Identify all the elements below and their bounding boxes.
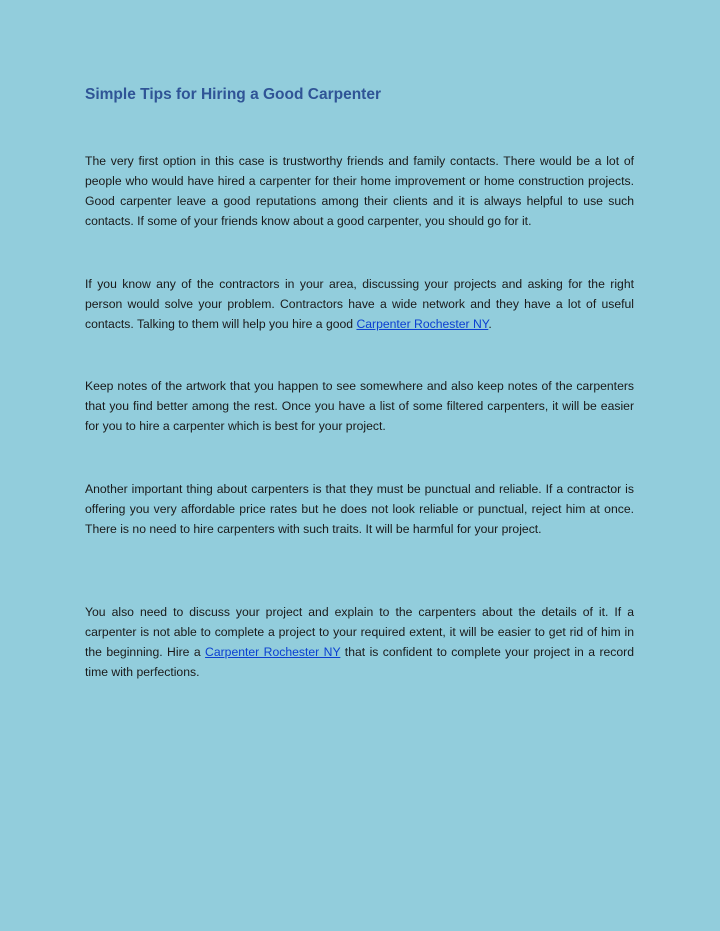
paragraph-text: You also need to discuss your project and explain to the carpenters about the details of it. If a carpenter is not able to complete a project to your required extent, it will be easier to get rid of him in the beginning. Hire a xyxy=(85,605,634,659)
paragraph-text: . xyxy=(488,317,492,331)
paragraph-artwork-notes: Keep notes of the artwork that you happen to see somewhere and also keep notes of the carpenters that you find better among the rest. Once you have a list of some filtered carpenters, it will be easier for you to hire a carpenter which is best for your project. xyxy=(85,379,634,433)
carpenter-rochester-link[interactable]: Carpenter Rochester NY xyxy=(356,317,489,331)
paragraph-punctual-reliable: Another important thing about carpenters is that they must be punctual and reliable. If a contractor is offering you very affordable price rates but he does not look reliable or punctual, reject him at once. There is no need to hire carpenters with such traits. It will be harmful for your project. xyxy=(85,482,634,536)
paragraph-friends-family: The very first option in this case is trustworthy friends and family contacts. There would be a lot of people who would have hired a carpenter for their home improvement or home construction projects. Good carpenter leave a good reputations among their clients and it is always helpful to use such contacts. If some of your friends know about a good carpenter, you should go for it. xyxy=(85,154,634,228)
paragraph-text: that is confident to complete your project in a record time with perfections. xyxy=(85,645,635,679)
paragraph-discuss-project xyxy=(85,602,634,682)
paragraph-text: If you know any of the contractors in your area, discussing your projects and asking for the right person would solve your problem. Contractors have a wide network and they have a lot of useful contacts. Talking to them will help you hire a good xyxy=(85,277,634,331)
carpenter-rochester-link[interactable]: Carpenter Rochester NY xyxy=(205,645,341,659)
paragraph-contractors xyxy=(85,274,634,334)
document-title: Simple Tips for Hiring a Good Carpenter xyxy=(85,86,381,103)
